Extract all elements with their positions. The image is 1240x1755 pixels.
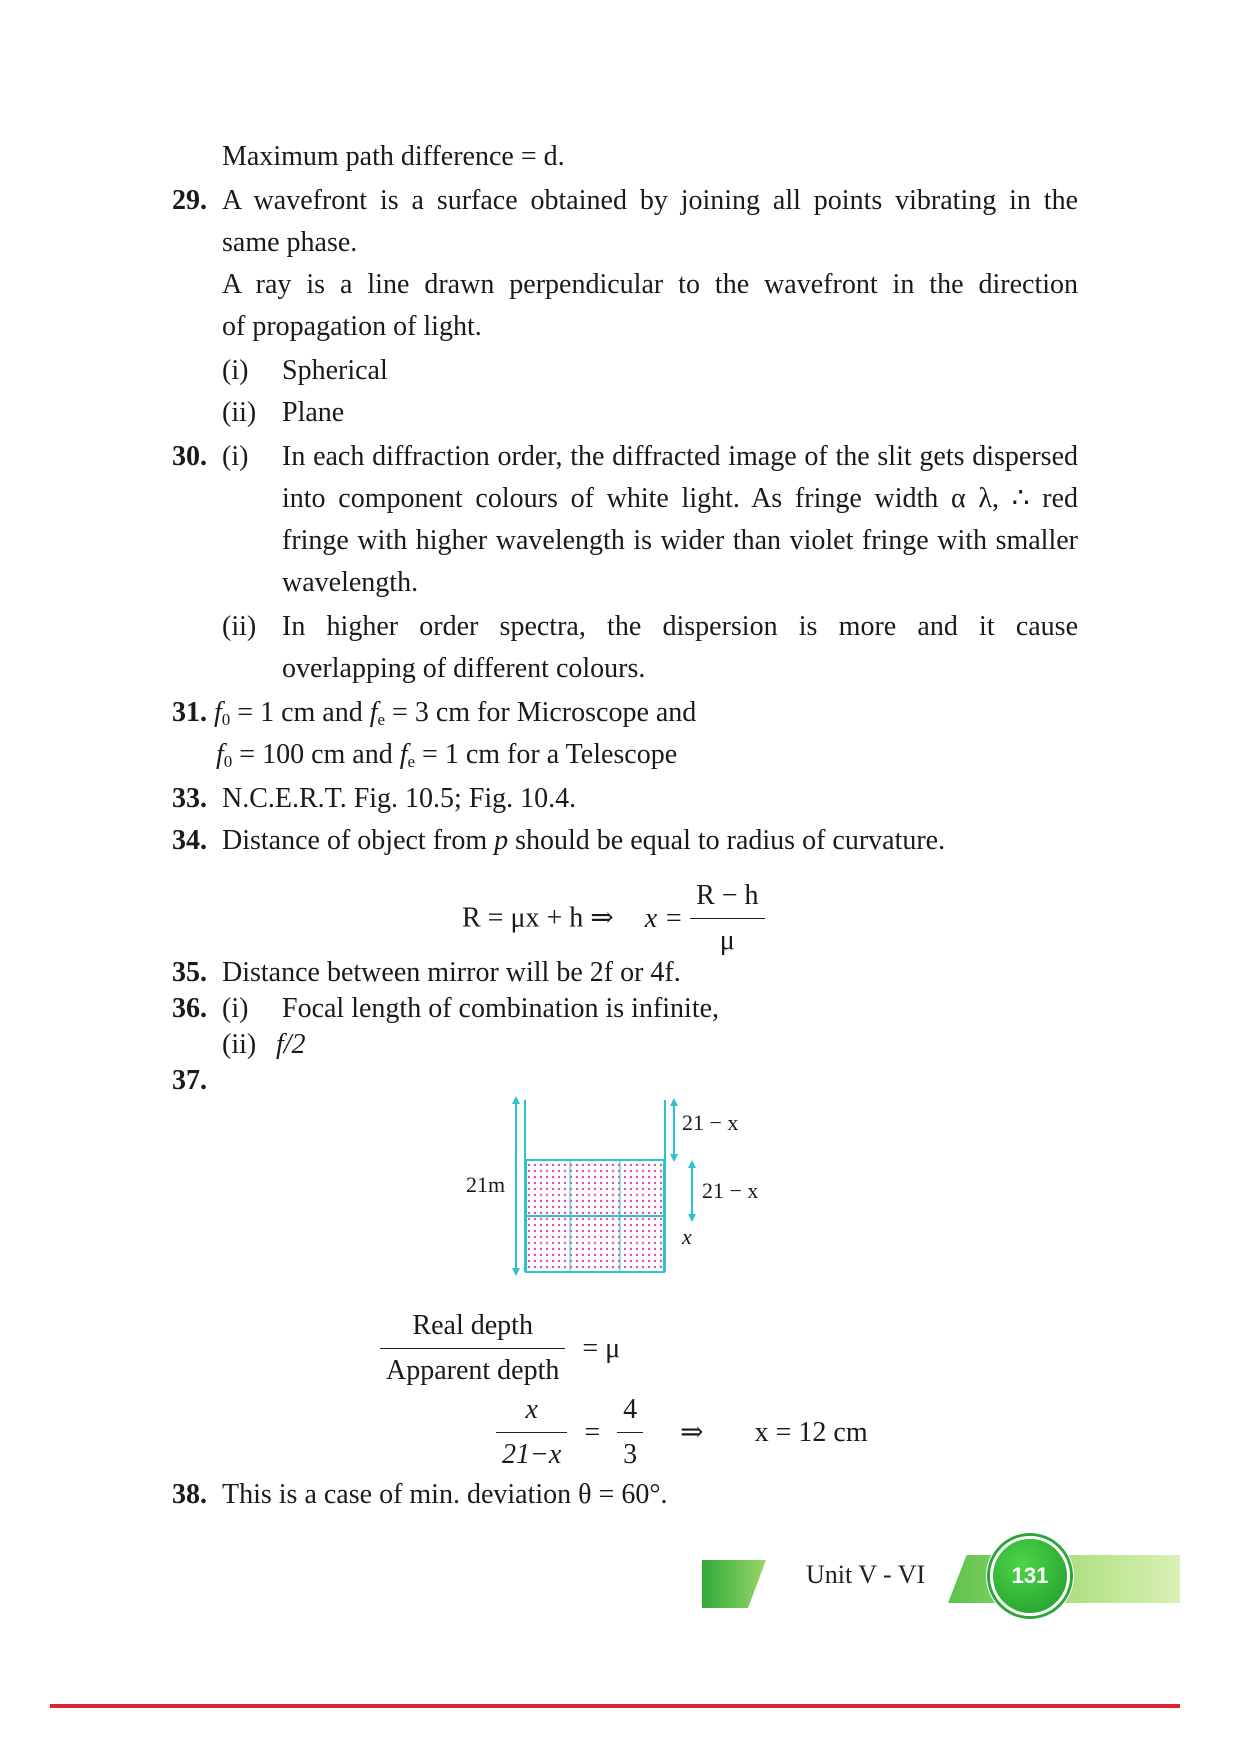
q31-line-2 — [216, 738, 677, 779]
q29-i-label: (i) — [222, 355, 249, 386]
q37-fraction-1-denominator: Apparent depth — [386, 1355, 560, 1386]
q30-number: 30. — [172, 441, 207, 472]
q37-fraction-1-numerator: Real depth — [380, 1306, 565, 1349]
q37-fraction-3 — [617, 1390, 643, 1475]
q37-fraction-2-denominator: 21−x — [502, 1439, 562, 1470]
subscript-0: 0 — [223, 752, 233, 771]
figure-label-21m: 21m — [466, 1172, 506, 1197]
q30-ii-line-1: In higher order spectra, the dispersion is more and it cause — [282, 611, 1078, 642]
q31-number: 31. — [172, 697, 207, 728]
q34-text-a: Distance of object from — [222, 825, 488, 856]
q35-number: 35. — [172, 957, 207, 988]
q37-result: x = 12 cm — [754, 1416, 868, 1448]
q31-line-1-a: = 1 cm and — [237, 697, 363, 728]
q31-line-1-b: = 3 cm for Microscope and — [392, 697, 697, 728]
q36-i-label: (i) — [222, 993, 249, 1024]
q31-line-2-b: = 1 cm for a Telescope — [422, 739, 678, 770]
q34-text-b: should be equal to radius of curvature. — [515, 825, 946, 856]
q38-text: This is a case of min. deviation θ = 60°. — [222, 1479, 668, 1510]
q31-line-2-a: = 100 cm and — [239, 739, 393, 770]
equals-sign: = — [584, 1416, 601, 1448]
q37-equation-1 — [380, 1306, 620, 1391]
q34-fraction-denominator: μ — [719, 925, 735, 956]
figure-label-x: x — [682, 1224, 692, 1249]
q34-text — [222, 824, 945, 858]
q34-fraction — [690, 876, 764, 961]
q36-ii-text: f/2 — [276, 1029, 306, 1060]
q37-equation-2 — [496, 1390, 868, 1475]
subscript-e: e — [407, 752, 416, 771]
f-symbol: f — [214, 697, 222, 728]
q37-number: 37. — [172, 1065, 207, 1096]
q33-text: N.C.E.R.T. Fig. 10.5; Fig. 10.4. — [222, 783, 577, 814]
subscript-0: 0 — [221, 710, 231, 729]
q34-eq-lhs: R = μx + h ⇒ — [462, 902, 614, 934]
q29-line-2: same phase. — [222, 227, 358, 258]
f-symbol: f — [369, 697, 378, 728]
q37-fraction-3-numerator: 4 — [617, 1390, 643, 1433]
q37-eq1-rhs: = μ — [582, 1332, 621, 1364]
unit-label: Unit V - VI — [806, 1560, 926, 1589]
q34-fraction-numerator: R − h — [690, 876, 764, 919]
q37-fraction-3-denominator: 3 — [623, 1439, 638, 1470]
q30-ii-label: (ii) — [222, 611, 257, 642]
q30-i-line-3: fringe with higher wavelength is wider than violet fringe with smaller — [282, 525, 1078, 556]
q34-equation — [462, 876, 765, 961]
q30-i-line-4: wavelength. — [282, 567, 419, 598]
f-symbol: f — [216, 739, 224, 770]
q33-number: 33. — [172, 783, 207, 814]
q37-fraction-2 — [496, 1390, 567, 1475]
f-symbol: f — [399, 739, 408, 770]
q29-line-1: A wavefront is a surface obtained by joining all points vibrating in the — [222, 185, 1078, 216]
q34-eq-x: x = — [644, 902, 684, 934]
max-path-difference-text: Maximum path difference = d. — [222, 141, 565, 172]
q29-number: 29. — [172, 185, 207, 216]
q30-ii-line-2: overlapping of different colours. — [282, 653, 646, 684]
q38-number: 38. — [172, 1479, 207, 1510]
q29-ii-text: Plane — [282, 397, 345, 428]
page-number: 131 — [990, 1536, 1070, 1616]
q37-fraction-1 — [380, 1306, 565, 1391]
footer-green-tab — [702, 1560, 766, 1608]
q37-fraction-2-numerator: x — [496, 1390, 567, 1433]
q31-line-1 — [214, 696, 696, 737]
q36-ii-label: (ii) — [222, 1029, 257, 1060]
q37-figure — [460, 1090, 780, 1290]
q29-line-4: of propagation of light. — [222, 311, 482, 342]
bottom-rule — [50, 1704, 1180, 1708]
q30-i-label: (i) — [222, 441, 249, 472]
q35-text: Distance between mirror will be 2f or 4f. — [222, 957, 681, 988]
max-path-difference-line — [222, 140, 565, 174]
p-symbol: p — [494, 825, 509, 856]
implies-symbol: ⇒ — [680, 1416, 704, 1448]
subscript-e: e — [377, 710, 386, 729]
q36-i-text: Focal length of combination is infinite, — [282, 993, 720, 1024]
q30-i-line-2: into component colours of white light. As fringe width α λ, ∴ red — [282, 483, 1078, 514]
page-number-badge — [986, 1532, 1074, 1620]
q34-number: 34. — [172, 825, 207, 856]
q29-ii-label: (ii) — [222, 397, 257, 428]
figure-label-mid: 21 − x — [702, 1178, 759, 1203]
q29-line-3: A ray is a line drawn perpendicular to the wavefront in the direction — [222, 269, 1078, 300]
q29-i-text: Spherical — [282, 355, 388, 386]
q36-number: 36. — [172, 993, 207, 1024]
q30-i-line-1: In each diffraction order, the diffracted image of the slit gets dispersed — [282, 441, 1078, 472]
figure-label-top: 21 − x — [682, 1110, 739, 1135]
